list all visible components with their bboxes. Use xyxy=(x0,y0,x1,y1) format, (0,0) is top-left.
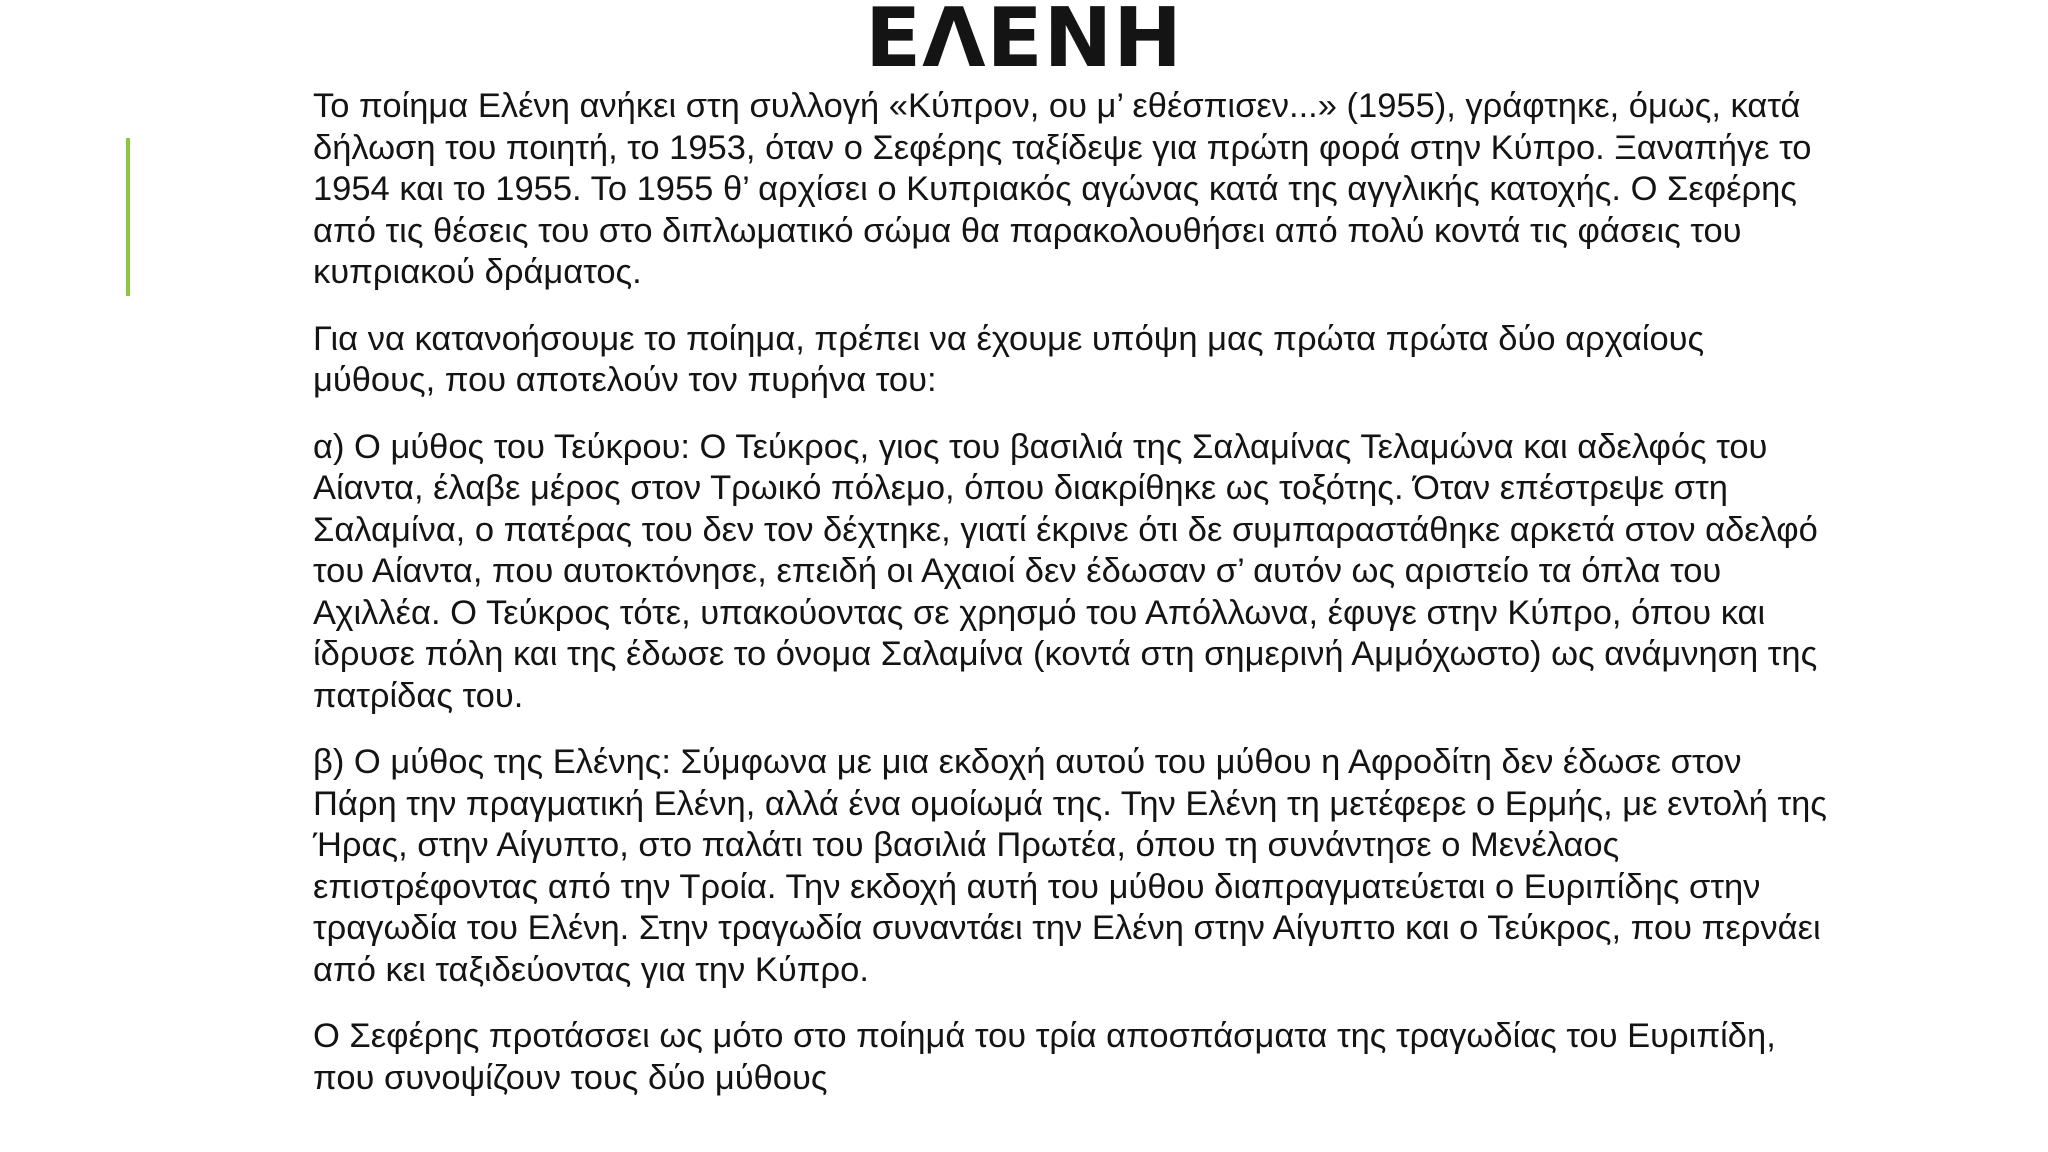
slide-body xyxy=(313,86,1833,1124)
slide-title: ΕΛΕΝΗ xyxy=(865,0,1183,86)
paragraph-intro: Το ποίημα Ελένη ανήκει στη συλλογή «Κύπρον, ου μ’ εθέσπισεν...» (1955), γράφτηκε, όμως, κατά δήλωση του ποιητή, το 1953, όταν ο Σεφέρης ταξίδεψε για πρώτη φορά στην Κύπρο. Ξαναπήγε το 1954 και το 1955. Το 1955 θ’ αρχίσει ο Κυπριακός αγώνας κατά της αγγλικής κατοχής. Ο Σεφέρης από τις θέσεις του στο διπλωματικό σώμα θα παρακολουθήσει από πολύ κοντά τις φάσεις του κυπριακού δράματος. xyxy=(313,87,1812,291)
paragraph-myths-intro: Για να κατανοήσουμε το ποίημα, πρέπει να έχουμε υπόψη μας πρώτα πρώτα δύο αρχαίους μύθους, που αποτελούν τον πυρήνα του: xyxy=(313,319,1705,399)
paragraph-helen-myth: β) Ο μύθος της Ελένης: Σύμφωνα με μια εκδοχή αυτού του μύθου η Αφροδίτη δεν έδωσε στον Πάρη την πραγματική Ελένη, αλλά ένα ομοίωμά της. Την Ελένη τη μετέφερε ο Ερμής, με εντολή της Ήρας, στην Αίγυπτο, στο παλάτι του βασιλιά Πρωτέα, όπου τη συνάντησε ο Μενέλαος επιστρέφοντας από την Τροία. Την εκδοχή αυτή του μύθου διαπραγματεύεται ο Ευριπίδης στην τραγωδία του Ελένη. Στην τραγωδία συναντάει την Ελένη στην Αίγυπτο και ο Τεύκρος, που περνάει από κει ταξιδεύοντας για την Κύπρο. xyxy=(313,743,1827,989)
accent-bar xyxy=(126,138,130,296)
paragraph-motto: Ο Σεφέρης προτάσσει ως μότο στο ποίημά του τρία αποσπάσματα της τραγωδίας του Ευριπίδη, που συνοψίζουν τους δύο μύθους xyxy=(313,1017,1776,1097)
paragraph-teucer-myth: α) Ο μύθος του Τεύκρου: Ο Τεύκρος, γιος του βασιλιά της Σαλαμίνας Τελαμώνα και αδελφός του Αίαντα, έλαβε μέρος στον Τρωικό πόλεμο, όπου διακρίθηκε ως τοξότης. Όταν επέστρεψε στη Σαλαμίνα, ο πατέρας του δεν τον δέχτηκε, γιατί έκρινε ότι δε συμπαραστάθηκε αρκετά στον αδελφό του Αίαντα, που αυτοκτόνησε, επειδή οι Αχαιοί δεν έδωσαν σ’ αυτόν ως αριστείο τα όπλα του Αχιλλέα. Ο Τεύκρος τότε, υπακούοντας σε χρησμό του Απόλλωνα, έφυγε στην Κύπρο, όπου και ίδρυσε πόλη και της έδωσε το όνομα Σαλαμίνα (κοντά στη σημερινή Αμμόχωστο) ως ανάμνηση της πατρίδας του. xyxy=(313,427,1818,715)
